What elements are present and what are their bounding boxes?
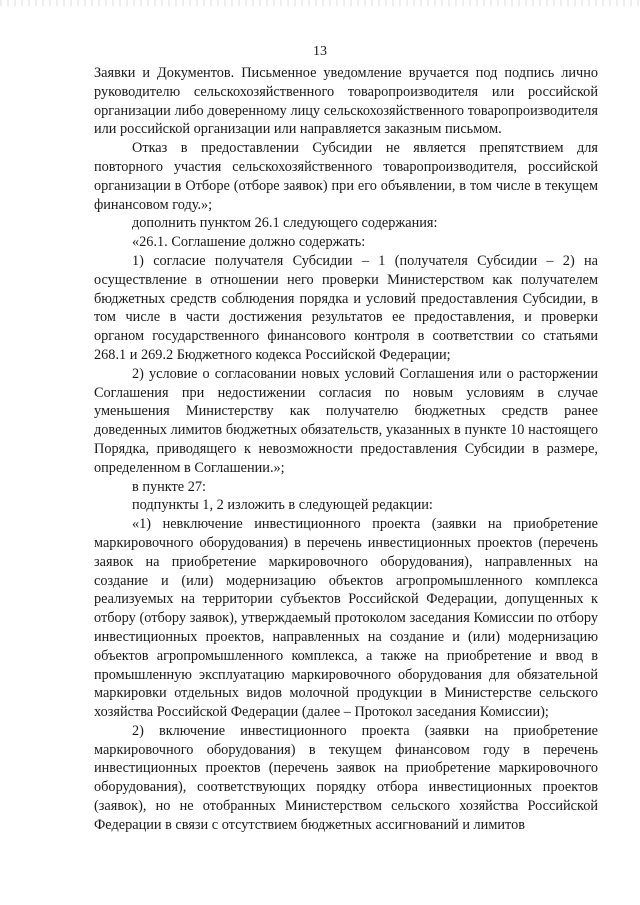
paragraph-1: Заявки и Документов. Письменное уведомление вручается под подпись лично руководителю сельскохозяйственного товаропроизводителя или российской организации либо доверенному лицу сельскохозяйственного товаропроизводителя или российской организации или направляется заказным письмом. (94, 65, 598, 138)
paragraph-2: Отказ в предоставлении Субсидии не является препятствием для повторного участия сельскохозяйственного товаропроизводителя, российской организации в Отборе (отборе заявок) при его объявлении, в том числе в текущем финансовом году.»; (94, 140, 598, 213)
paragraph-10: 2) включение инвестиционного проекта (заявки на приобретение маркировочного оборудования) в текущем финансовом году в перечень инвестиционных проектов (перечень заявок на приобретение маркировочного оборудования), соответствующих порядку отбора инвестиционных проектов (заявок), но не отобранных Министерством сельского хозяйства Российской Федерации в связи с отсутствием бюджетных ассигнований и лимитов (94, 722, 598, 833)
paragraph-7: в пункте 27: (132, 478, 206, 495)
scan-edge-artifact (0, 0, 640, 6)
paragraph-4: «26.1. Соглашение должно содержать: (132, 234, 366, 251)
paragraph-5: 1) согласие получателя Субсидии – 1 (получателя Субсидии – 2) на осуществление в отношении него проверки Министерством как получателем бюджетных средств соблюдения порядка и условий предоставления Субсидии, в том числе в части достижения результатов ее предоставления, и проверки органом государственного финансового контроля в соответствии со статьями 268.1 и 269.2 Бюджетного кодекса Российской Федерации; (94, 252, 598, 363)
paragraph-8: подпункты 1, 2 изложить в следующей редакции: (132, 497, 433, 514)
document-body (94, 64, 598, 835)
paragraph-6: 2) условие о согласовании новых условий Соглашения или о расторжении Соглашения при недостижении согласия по новым условиям в случае уменьшения Министерству как получателю бюджетных средств ранее доведенных лимитов бюджетных обязательств, указанных в пункте 10 настоящего Порядка, приводящего к невозможности предоставления Субсидии в размере, определенном в Соглашении.»; (94, 365, 598, 476)
paragraph-3: дополнить пунктом 26.1 следующего содержания: (132, 215, 438, 232)
page-number: 13 (313, 44, 327, 59)
paragraph-9: «1) невключение инвестиционного проекта (заявки на приобретение маркировочного оборудования) в перечень инвестиционных проектов (перечень заявок на приобретение маркировочного оборудования), направленных на создание и (или) модернизацию объектов агропромышленного комплекса реализуемых на территории субъектов Российской Федерации, допущенных к отбору (отбору заявок), утверждаемый протоколом заседания Комиссии по отбору инвестиционных проектов, направленных на создание и (или) модернизацию объектов агропромышленного комплекса, а также на приобретение и ввод в промышленную эксплуатацию маркировочного оборудования для обязательной маркировки отдельных видов молочной продукции в Министерстве сельского хозяйства Российской Федерации (далее – Протокол заседания Комиссии); (94, 516, 598, 721)
